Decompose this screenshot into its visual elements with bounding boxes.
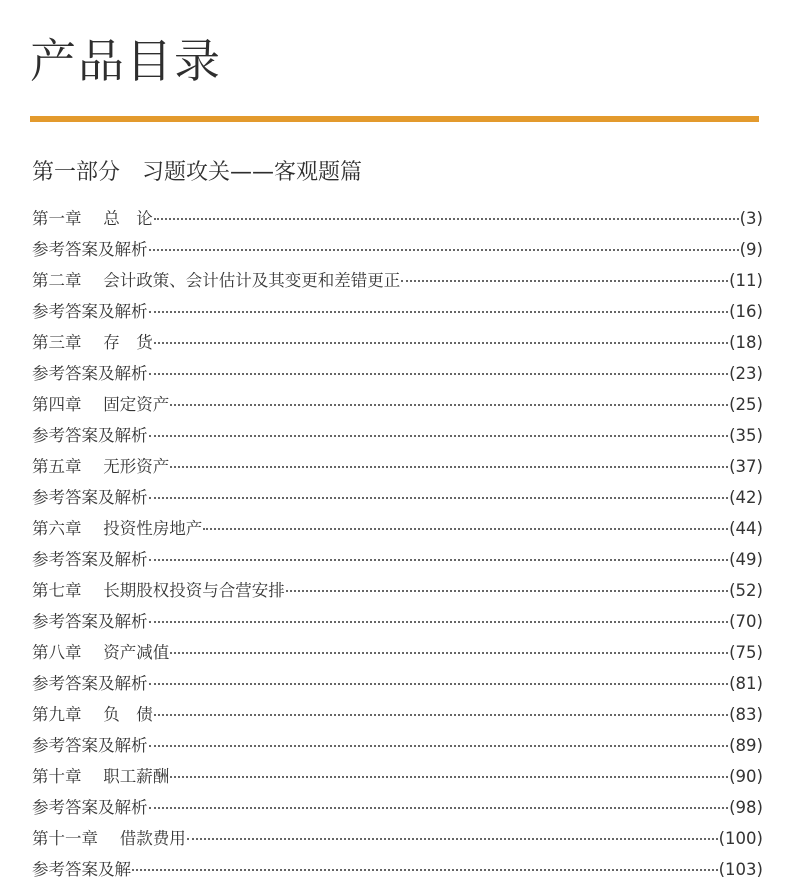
toc-entry[interactable]: [32, 606, 763, 637]
toc-leader-dots: [286, 589, 728, 592]
toc-entry[interactable]: [32, 730, 763, 761]
toc-entry-label: 第七章 长期股权投资与合营安排: [32, 581, 285, 600]
toc-entry[interactable]: [32, 699, 763, 730]
toc-entry-label: 第九章 负 债: [32, 705, 153, 724]
toc-leader-dots: [149, 496, 729, 499]
toc-entry-page: (75): [729, 643, 763, 662]
toc-entry-label: 参考答案及解: [32, 860, 131, 877]
toc-entry-page: (37): [729, 457, 763, 476]
toc-entry[interactable]: [32, 234, 763, 265]
toc-entry-label: 第六章 投资性房地产: [32, 519, 203, 538]
toc-entry-page: (81): [729, 674, 763, 693]
toc-entry-page: (52): [729, 581, 763, 600]
toc-entry-label: 参考答案及解析: [32, 488, 148, 507]
toc-entry-label: 参考答案及解析: [32, 364, 148, 383]
toc-entry-label: 参考答案及解析: [32, 674, 148, 693]
toc-leader-dots: [149, 248, 739, 251]
toc-entry-label: 参考答案及解析: [32, 612, 148, 631]
toc-entry-page: (44): [729, 519, 763, 538]
toc-leader-dots: [149, 372, 729, 375]
toc-entry[interactable]: [32, 389, 763, 420]
toc-entry[interactable]: [32, 761, 763, 792]
toc-entry-page: (18): [729, 333, 763, 352]
toc-entry[interactable]: [32, 637, 763, 668]
toc-entry-page: (98): [729, 798, 763, 817]
toc-entry-label: 参考答案及解析: [32, 736, 148, 755]
toc-entry-page: (35): [729, 426, 763, 445]
toc-entry-page: (70): [729, 612, 763, 631]
toc-entry-label: 第八章 资产减值: [32, 643, 170, 662]
toc-leader-dots: [154, 217, 739, 220]
toc-entry[interactable]: [32, 420, 763, 451]
toc-leader-dots: [149, 310, 729, 313]
toc-entry-label: 第四章 固定资产: [32, 395, 170, 414]
toc-leader-dots: [149, 434, 729, 437]
toc-entry-label: 第十章 职工薪酬: [32, 767, 170, 786]
toc-leader-dots: [149, 682, 729, 685]
toc-entry-label: 参考答案及解析: [32, 240, 148, 259]
toc-entry-page: (90): [729, 767, 763, 786]
toc-entry[interactable]: [32, 203, 763, 234]
toc-entry-page: (3): [739, 209, 763, 228]
toc-entry-page: (25): [729, 395, 763, 414]
toc-entry[interactable]: [32, 451, 763, 482]
toc-leader-dots: [170, 403, 728, 406]
toc-entry[interactable]: [32, 265, 763, 296]
toc-leader-dots: [132, 868, 718, 871]
toc-entry-page: (16): [729, 302, 763, 321]
toc-entry-label: 参考答案及解析: [32, 302, 148, 321]
toc-leader-dots: [170, 775, 728, 778]
toc-entry-label: 参考答案及解析: [32, 550, 148, 569]
toc-entry[interactable]: [32, 792, 763, 823]
toc-leader-dots: [401, 279, 728, 282]
toc-entry[interactable]: [32, 482, 763, 513]
toc-entry[interactable]: [32, 823, 763, 854]
part-heading: 第一部分 习题攻关——客观题篇: [32, 160, 363, 185]
page-title: 产品目录: [30, 34, 222, 88]
toc-entry-page: (83): [729, 705, 763, 724]
toc-leader-dots: [170, 651, 728, 654]
toc-leader-dots: [187, 837, 718, 840]
toc-entry[interactable]: [32, 544, 763, 575]
toc-entry[interactable]: [32, 668, 763, 699]
toc-leader-dots: [203, 527, 728, 530]
toc-leader-dots: [154, 341, 728, 344]
toc-entry-page: (9): [739, 240, 763, 259]
toc-entry-label: 第五章 无形资产: [32, 457, 170, 476]
toc-entry[interactable]: [32, 327, 763, 358]
toc-entry-page: (100): [718, 829, 763, 848]
toc-entry-label: 参考答案及解析: [32, 798, 148, 817]
toc-entry-page: (89): [729, 736, 763, 755]
toc-entry[interactable]: [32, 296, 763, 327]
toc-entry-label: 参考答案及解析: [32, 426, 148, 445]
toc-entry-page: (103): [718, 860, 763, 877]
toc-leader-dots: [149, 744, 729, 747]
title-divider: [30, 116, 759, 122]
toc-entry-page: (11): [729, 271, 763, 290]
table-of-contents: [32, 203, 763, 877]
toc-entry[interactable]: [32, 513, 763, 544]
toc-entry-page: (42): [729, 488, 763, 507]
toc-entry-page: (23): [729, 364, 763, 383]
toc-entry-label: 第十一章 借款费用: [32, 829, 186, 848]
toc-entry-label: 第三章 存 货: [32, 333, 153, 352]
toc-entry[interactable]: [32, 358, 763, 389]
toc-leader-dots: [149, 806, 729, 809]
toc-entry-label: 第二章 会计政策、会计估计及其变更和差错更正: [32, 271, 401, 290]
toc-entry[interactable]: [32, 575, 763, 606]
toc-entry-label: 第一章 总 论: [32, 209, 153, 228]
toc-entry-page: (49): [729, 550, 763, 569]
toc-leader-dots: [149, 620, 729, 623]
toc-leader-dots: [154, 713, 728, 716]
toc-leader-dots: [170, 465, 728, 468]
toc-leader-dots: [149, 558, 729, 561]
toc-entry[interactable]: [32, 854, 763, 877]
